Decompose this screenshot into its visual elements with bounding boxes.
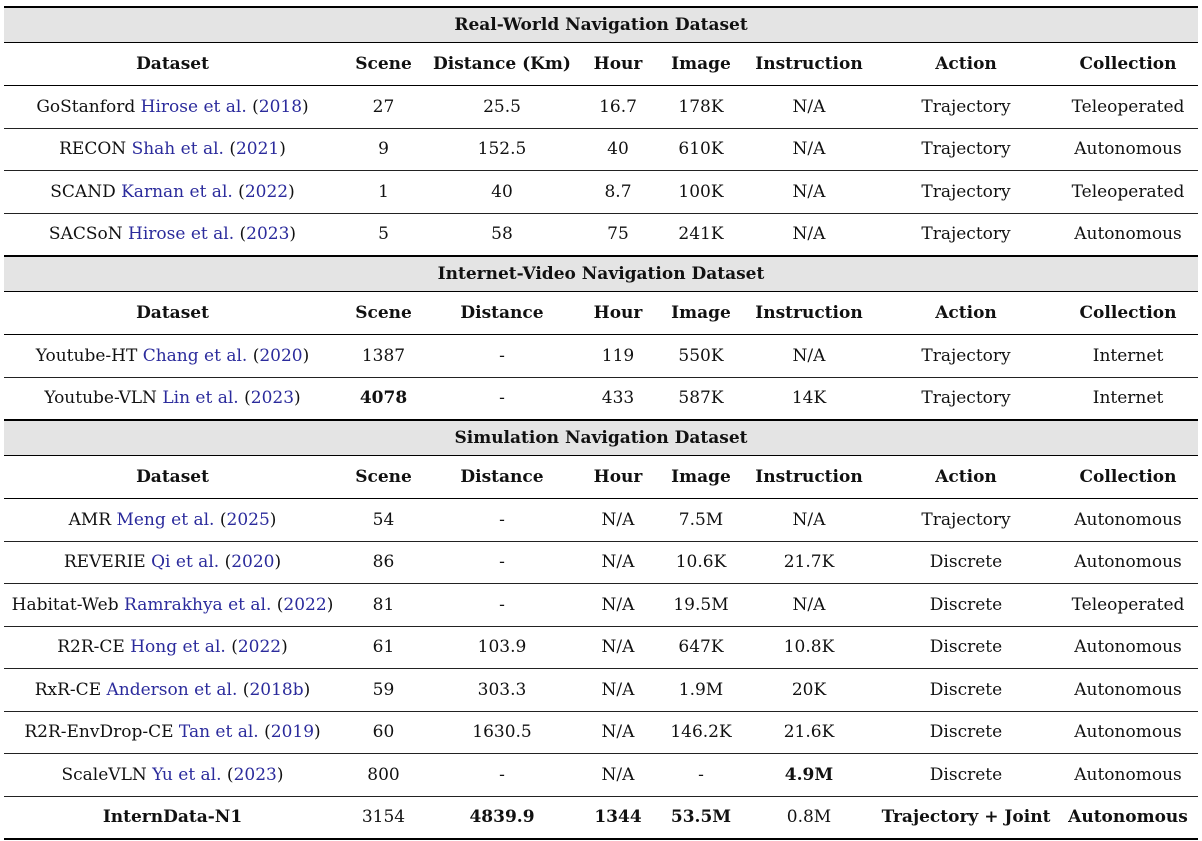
table-cell: 59 [341,669,426,712]
table-cell: - [426,377,578,420]
header-row [4,292,1198,335]
table-cell: N/A [578,669,658,712]
table-row [4,171,1198,214]
citation-authors-link[interactable]: Karnan et al. [121,181,233,202]
section-title: Simulation Navigation Dataset [4,420,1198,456]
section-title-row [4,256,1198,292]
column-header: Collection [1058,456,1198,499]
table-cell: 53.5M [658,796,744,839]
table-cell: 14K [744,377,874,420]
column-header: Hour [578,456,658,499]
table-cell: 550K [658,335,744,378]
table-cell: Teleoperated [1058,584,1198,627]
citation-year-link[interactable]: 2023 [250,388,295,409]
table-row [4,377,1198,420]
table-row [4,626,1198,669]
citation-year-link[interactable]: 2020 [231,552,275,573]
table-cell: N/A [578,626,658,669]
dataset-cell: Youtube-HT Chang et al. (2020) [4,335,341,378]
dataset-name: ScaleVLN [61,764,147,785]
table-cell: 58 [426,213,578,256]
table-cell: 8.7 [578,171,658,214]
table-row [4,213,1198,256]
table-cell: N/A [744,128,874,171]
table-cell: Autonomous [1058,754,1198,797]
column-header: Action [874,292,1058,335]
table-cell: - [426,335,578,378]
table-cell: 61 [341,626,426,669]
citation-year-link[interactable]: 2018b [249,679,304,700]
table-row [4,711,1198,754]
table-row [4,754,1198,797]
table-cell: Discrete [874,754,1058,797]
dataset-cell: RECON Shah et al. (2021) [4,128,341,171]
column-header: Instruction [744,43,874,86]
header-row [4,43,1198,86]
section-title: Internet-Video Navigation Dataset [4,256,1198,292]
citation-authors-link[interactable]: Chang et al. [142,345,248,366]
table-cell: 0.8M [744,796,874,839]
citation-authors-link[interactable]: Hirose et al. [140,96,247,117]
table-cell: 119 [578,335,658,378]
table-cell: N/A [744,213,874,256]
table-cell: 10.8K [744,626,874,669]
table-cell: Autonomous [1058,541,1198,584]
citation-year-link[interactable]: 2021 [235,139,280,160]
table-cell: 800 [341,754,426,797]
table-cell: 9 [341,128,426,171]
citation-authors-link[interactable]: Lin et al. [162,388,239,409]
dataset-cell: R2R-CE Hong et al. (2022) [4,626,341,669]
table-cell: N/A [744,86,874,129]
table-cell: 587K [658,377,744,420]
table-row [4,86,1198,129]
dataset-name: AMR [68,509,112,530]
section-title-row [4,420,1198,456]
table-cell: 19.5M [658,584,744,627]
table-cell: 1387 [341,335,426,378]
table-cell: 152.5 [426,128,578,171]
table-cell: Trajectory [874,128,1058,171]
table-cell: Discrete [874,541,1058,584]
table-cell: 27 [341,86,426,129]
column-header: Dataset [4,43,341,86]
table-cell: Autonomous [1058,499,1198,542]
dataset-cell: R2R-EnvDrop-CE Tan et al. (2019) [4,711,341,754]
column-header: Distance [426,292,578,335]
table-cell: N/A [578,754,658,797]
table-row [4,335,1198,378]
table-cell: 10.6K [658,541,744,584]
table-cell: 610K [658,128,744,171]
table-cell: 5 [341,213,426,256]
table-cell: 4.9M [744,754,874,797]
citation-year-link[interactable]: 2020 [259,345,303,366]
table-cell: Discrete [874,711,1058,754]
dataset-name: REVERIE [63,552,146,573]
citation-authors-link[interactable]: Hirose et al. [128,224,235,245]
table-cell: 303.3 [426,669,578,712]
dataset-name: Youtube-HT [35,345,138,366]
dataset-cell: Habitat-Web Ramrakhya et al. (2022) [4,584,341,627]
table-cell: 40 [426,171,578,214]
citation-year-link[interactable]: 2023 [246,224,290,245]
citation-year-link[interactable]: 2022 [283,594,327,615]
table-cell: 81 [341,584,426,627]
table-cell: 4078 [341,377,426,420]
table-cell: - [426,754,578,797]
table-cell: Teleoperated [1058,86,1198,129]
column-header: Collection [1058,43,1198,86]
column-header: Distance (Km) [426,43,578,86]
column-header: Scene [341,456,426,499]
citation-authors-link[interactable]: Tan et al. [178,722,259,743]
table-cell: N/A [744,584,874,627]
dataset-cell: Youtube-VLN Lin et al. (2023) [4,377,341,420]
dataset-cell: ScaleVLN Yu et al. (2023) [4,754,341,797]
table-cell: 1344 [578,796,658,839]
table-cell: Internet [1058,377,1198,420]
table-cell: 40 [578,128,658,171]
citation-authors-link[interactable]: Meng et al. [116,509,215,530]
dataset-cell: SCAND Karnan et al. (2022) [4,171,341,214]
citation-year-link[interactable]: 2023 [233,764,277,785]
dataset-name: R2R-CE [57,637,125,658]
dataset-name: R2R-EnvDrop-CE [24,722,174,743]
citation-year-link[interactable]: 2025 [226,509,270,530]
table-cell: N/A [578,584,658,627]
table-cell: Autonomous [1058,213,1198,256]
dataset-name: InternData-N1 [4,796,341,839]
section-title-row [4,7,1198,43]
table-cell: 433 [578,377,658,420]
dataset-cell: REVERIE Qi et al. (2020) [4,541,341,584]
table-cell: - [658,754,744,797]
table-row-internData [4,796,1198,839]
dataset-name: SCAND [50,181,116,202]
table-cell: Trajectory [874,377,1058,420]
table-cell: Autonomous [1058,669,1198,712]
citation-year-link[interactable]: 2022 [237,637,282,658]
dataset-cell: GoStanford Hirose et al. (2018) [4,86,341,129]
table-cell: - [426,541,578,584]
table-cell: Trajectory [874,213,1058,256]
citation-authors-link[interactable]: Hong et al. [130,637,226,658]
table-row [4,541,1198,584]
table-cell: 647K [658,626,744,669]
citation-authors-link[interactable]: Shah et al. [131,139,224,160]
table-cell: Autonomous [1058,796,1198,839]
citation-authors-link[interactable]: Anderson et al. [106,679,238,700]
header-row [4,456,1198,499]
table-cell: Autonomous [1058,711,1198,754]
table-cell: 54 [341,499,426,542]
table-cell: - [426,499,578,542]
table-cell: Trajectory + Joint [874,796,1058,839]
section-title: Real-World Navigation Dataset [4,7,1198,43]
table-cell: 1630.5 [426,711,578,754]
table-cell: 103.9 [426,626,578,669]
table-cell: N/A [744,171,874,214]
table-cell: 3154 [341,796,426,839]
table-cell: N/A [744,335,874,378]
table-cell: Discrete [874,584,1058,627]
table-cell: Trajectory [874,171,1058,214]
table-cell: 1 [341,171,426,214]
table-cell: Teleoperated [1058,171,1198,214]
table-row [4,128,1198,171]
dataset-cell: AMR Meng et al. (2025) [4,499,341,542]
table-cell: 21.6K [744,711,874,754]
dataset-cell: RxR-CE Anderson et al. (2018b) [4,669,341,712]
citation-authors-link[interactable]: Qi et al. [151,552,220,573]
column-header: Instruction [744,456,874,499]
dataset-cell: SACSoN Hirose et al. (2023) [4,213,341,256]
table-cell: 60 [341,711,426,754]
table-cell: 146.2K [658,711,744,754]
table-cell: 21.7K [744,541,874,584]
column-header: Action [874,43,1058,86]
citation-year-link[interactable]: 2019 [270,722,315,743]
dataset-name: SACSoN [48,224,123,245]
column-header: Dataset [4,292,341,335]
column-header: Image [658,456,744,499]
table-cell: 100K [658,171,744,214]
citation-year-link[interactable]: 2018 [258,96,303,117]
table-row [4,499,1198,542]
column-header: Dataset [4,456,341,499]
table-cell: 25.5 [426,86,578,129]
dataset-name: GoStanford [36,96,136,117]
table-cell: Autonomous [1058,626,1198,669]
table-cell: 75 [578,213,658,256]
column-header: Instruction [744,292,874,335]
citation-authors-link[interactable]: Yu et al. [152,764,222,785]
column-header: Image [658,292,744,335]
column-header: Distance [426,456,578,499]
table-cell: - [426,584,578,627]
dataset-name: Habitat-Web [11,594,119,615]
table-cell: Trajectory [874,335,1058,378]
table-cell: N/A [578,541,658,584]
dataset-comparison-table [4,6,1198,840]
citation-authors-link[interactable]: Ramrakhya et al. [124,594,272,615]
dataset-name: RxR-CE [34,679,102,700]
table-cell: 241K [658,213,744,256]
table-cell: 20K [744,669,874,712]
column-header: Scene [341,292,426,335]
table-cell: Trajectory [874,499,1058,542]
table-row [4,584,1198,627]
table-cell: 86 [341,541,426,584]
table-cell: Discrete [874,669,1058,712]
table-cell: Internet [1058,335,1198,378]
column-header: Hour [578,292,658,335]
table-cell: 178K [658,86,744,129]
table-cell: 4839.9 [426,796,578,839]
table-cell: 1.9M [658,669,744,712]
citation-year-link[interactable]: 2022 [244,181,289,202]
table-cell: 16.7 [578,86,658,129]
column-header: Hour [578,43,658,86]
column-header: Scene [341,43,426,86]
column-header: Image [658,43,744,86]
column-header: Action [874,456,1058,499]
dataset-name: Youtube-VLN [44,388,157,409]
table-row [4,669,1198,712]
table-cell: Discrete [874,626,1058,669]
table-cell: N/A [744,499,874,542]
table-cell: 7.5M [658,499,744,542]
table-cell: Autonomous [1058,128,1198,171]
table-cell: N/A [578,711,658,754]
dataset-name: RECON [59,139,127,160]
table-cell: Trajectory [874,86,1058,129]
column-header: Collection [1058,292,1198,335]
table-cell: N/A [578,499,658,542]
